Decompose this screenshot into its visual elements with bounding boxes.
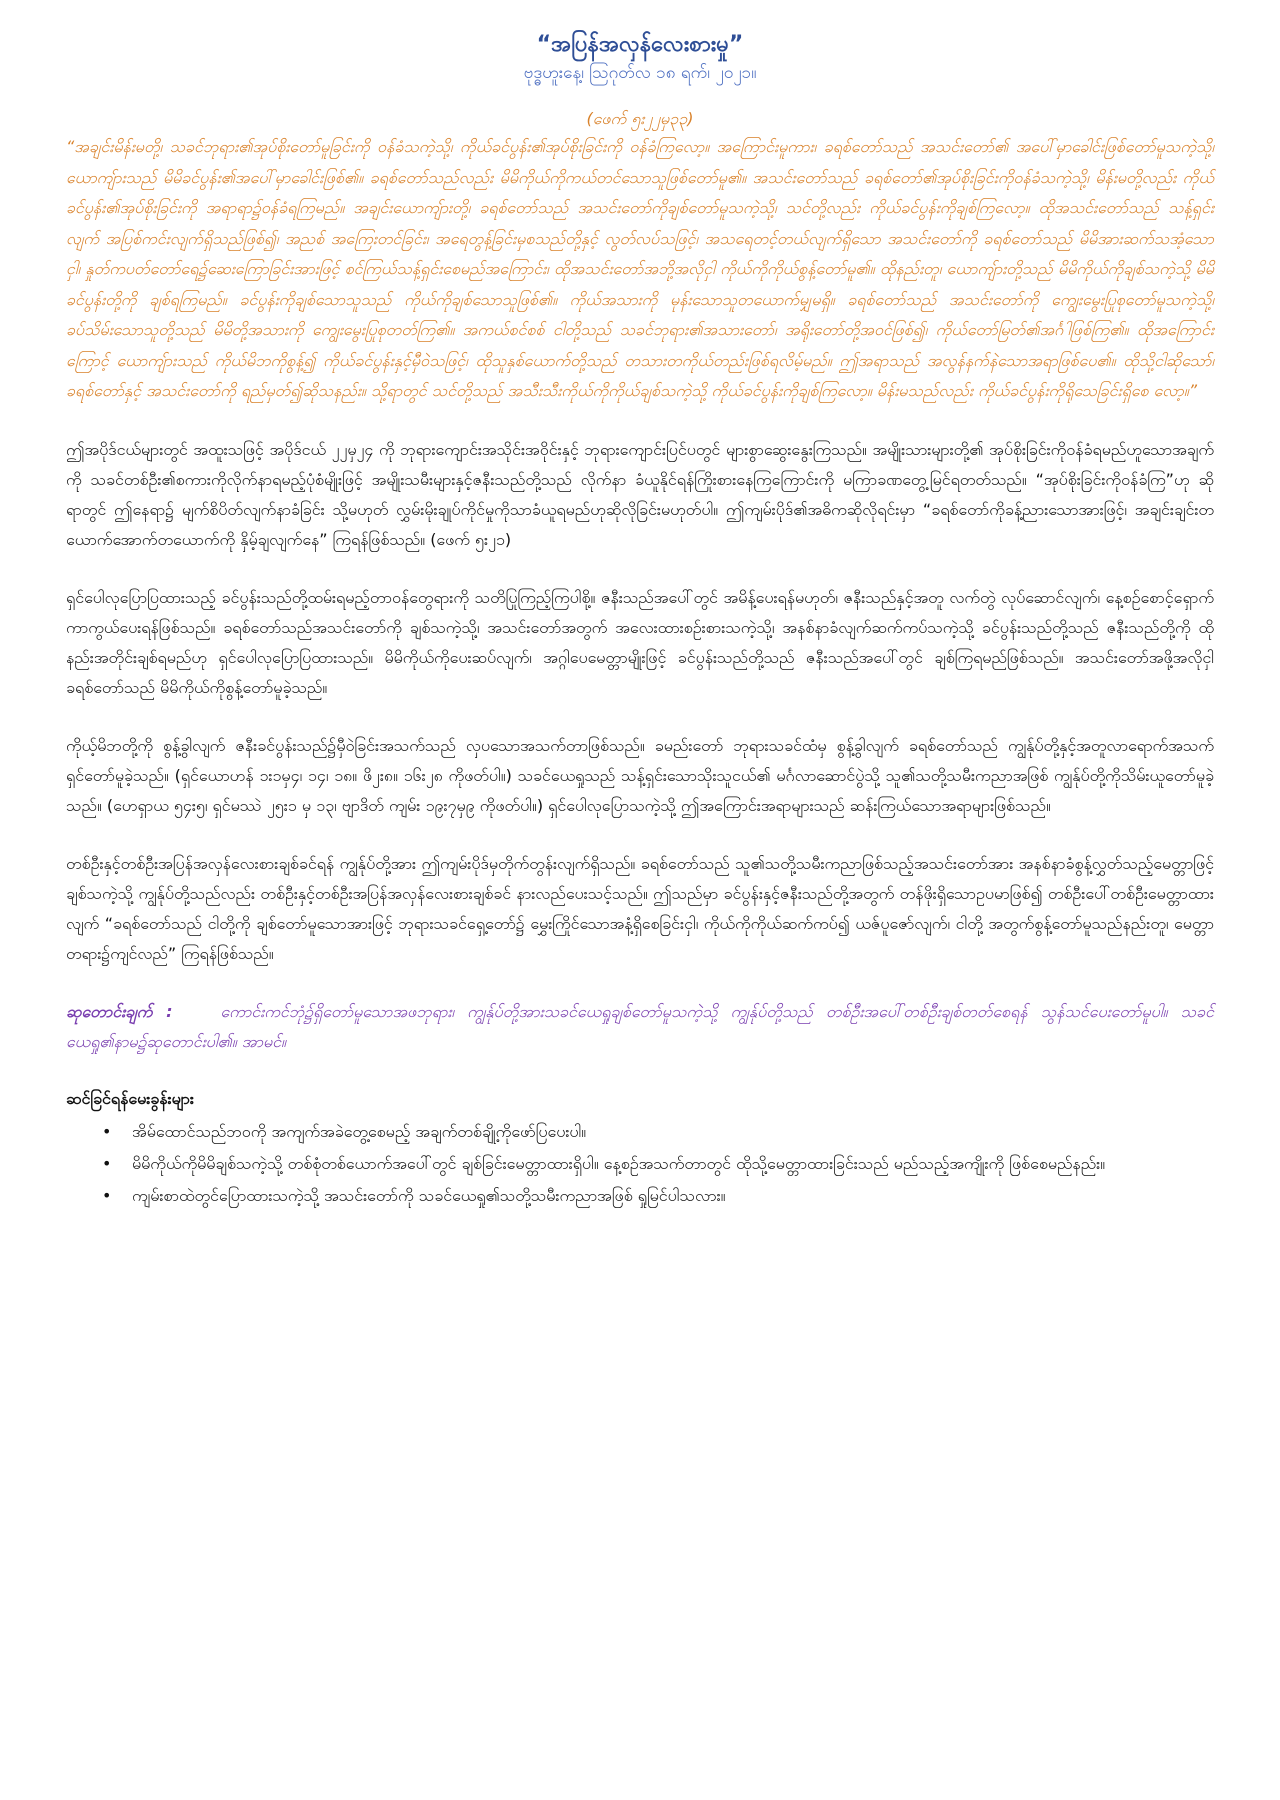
page-date: ဗုဒ္ဓဟူးနေ့၊ ဩဂုတ်လ ၁၈ ရက်၊ ၂၀၂၁။	[523, 63, 757, 83]
prayer-label: ဆုတောင်းချက် :	[66, 1001, 173, 1021]
prayer-block	[66, 997, 1214, 1057]
question-item	[66, 1149, 1214, 1179]
scripture-quote: “အချင်းမိန်းမတို့၊ သခင်ဘုရား၏အုပ်စိုးတော်မူခြင်းကို ဝန်ခံသကဲ့သို့၊ ကိုယ်ခင်ပွန်း၏အုပ်စိုးခြင်းကို ဝန်ခံကြလော့။ အကြောင်းမူကား၊ ခရစ်တော်သည် အသင်းတော်၏ အပေါ်မှာခေါင်းဖြစ်တော်မူသကဲ့သို့၊ ယောကျ်ားသည် မိမိခင်ပွန်း၏အပေါ်မှာခေါင်းဖြစ်၏။ ခရစ်တော်သည်လည်း မိမိကိုယ်ကိုကယ်တင်သောသူဖြစ်တော်မူ၏။ အသင်းတော်သည် ခရစ်တော်၏အုပ်စိုးခြင်းကိုဝန်ခံသကဲ့သို့၊ မိန်းမတို့လည်း ကိုယ်ခင်ပွန်း၏အုပ်စိုးခြင်းကို အရာရာ၌ဝန်ခံရကြမည်။ အချင်းယောကျ်ားတို့၊ ခရစ်တော်သည် အသင်းတော်ကိုချစ်တော်မူသကဲ့သို့၊ သင်တို့လည်း ကိုယ်ခင်ပွန်းကိုချစ်ကြလော့။ ထိုအသင်းတော်သည် သန့်ရှင်းလျက် အပြစ်ကင်းလျက်ရှိသည်ဖြစ်၍၊ အညစ် အကြေးတင်ခြင်း၊ အရေတွန့်ခြင်းမှစသည်တို့နှင့် လွတ်လပ်သဖြင့်၊ အသရေတင့်တယ်လျက်ရှိသော အသင်းတော်ကို ခရစ်တော်သည် မိမိအားဆက်သအံ့သောငှါ၊ နှုတ်ကပတ်တော်ရေ၌ဆေးကြောခြင်းအားဖြင့် စင်ကြယ်သန့်ရှင်းစေမည်အကြောင်း၊ ထိုအသင်းတော်အဘို့အလိုငှါ ကိုယ်ကိုကိုယ်စွန့်တော်မူ၏။ ထိုနည်းတူ၊ ယောကျ်ားတို့သည် မိမိကိုယ်ကိုချစ်သကဲ့သို့ မိမိခင်ပွန်းတို့ကို ချစ်ရကြမည်။ ခင်ပွန်းကိုချစ်သောသူသည် ကိုယ်ကိုချစ်သောသူဖြစ်၏။ ကိုယ်အသားကို မုန်းသောသူတယောက်မျှမရှိ။ ခရစ်တော်သည် အသင်းတော်ကို ကျွေးမွေးပြုစုတော်မူသကဲ့သို့၊ ခပ်သိမ်းသောသူတို့သည် မိမိတို့အသားကို ကျွေးမွေးပြုစုတတ်ကြ၏။ အကယ်စင်စစ် ငါတို့သည် သခင်ဘုရား၏အသားတော်၊ အရိုးတော်တို့အဝင်ဖြစ်၍၊ ကိုယ်တော်မြတ်၏အင်္ဂါဖြစ်ကြ၏။ ထိုအကြောင်းကြောင့် ယောကျ်ားသည် ကိုယ်မိဘကိုစွန့်၍ ကိုယ်ခင်ပွန်းနှင့်မှီဝဲသဖြင့်၊ ထိုသူနှစ်ယောက်တို့သည် တသားတကိုယ်တည်းဖြစ်ရလိမ့်မည်။ ဤအရာသည် အလွန်နက်နဲသောအရာဖြစ်ပေ၏။ ထိုသို့ငါဆိုသော်၊ ခရစ်တော်နှင့် အသင်းတော်ကို ရည်မှတ်၍ဆိုသနည်း။ သို့ရာတွင် သင်တို့သည် အသီးသီးကိုယ်ကိုကိုယ်ချစ်သကဲ့သို့ ကိုယ်ခင်ပွန်းကိုချစ်ကြလော့။ မိန်းမသည်လည်း ကိုယ်ခင်ပွန်းကိုရိုသေခြင်းရှိစေ လော့။”	[66, 137, 1214, 400]
question-item	[66, 1117, 1214, 1147]
body-paragraph-1: ဤအပိုဒ်ငယ်များတွင် အထူးသဖြင့် အပိုဒ်ငယ် ၂၂မှ၂၄ ကို ဘုရားကျောင်းအသိုင်းအဝိုင်းနှင့် ဘုရားကျောင်းပြင်ပတွင် များစွာဆွေးနွေးကြသည်။ အမျိုးသားများတို့၏ အုပ်စိုးခြင်းကိုဝန်ခံရမည်ဟူသောအချက်ကို သခင်တစ်ဦး၏စကားကိုလိုက်နာရမည့်ပုံစံမျိုးဖြင့် အမျိုးသမီးများနှင့်ဇနီးသည်တို့သည် လိုက်နာ ခံယူနိုင်ရန်ကြိုးစားနေကြကြောင်းကို မကြာခဏတွေ့မြင်ရတတ်သည်။ “အုပ်စိုးခြင်းကိုဝန်ခံကြ”ဟု ဆိုရာတွင် ဤနေရာ၌ မျက်စိပိတ်လျက်နာခံခြင်း သို့မဟုတ် လွှမ်းမိုးချုပ်ကိုင်မှုကိုသာခံယူရမည်ဟုဆိုလိုခြင်းမဟုတ်ပါ။ ဤကျမ်းပိုဒ်၏အဓိကဆိုလိုရင်းမှာ “ခရစ်တော်ကိုခန့်ညားသောအားဖြင့်၊ အချင်းချင်းတယောက်အောက်တယောက်ကို နှိမ့်ချလျက်နေ” ကြရန်ဖြစ်သည်။ (ဖေက် ၅း၂၁)	[66, 439, 1214, 549]
question-text: အိမ်ထောင်သည်ဘဝကို အကျက်အခဲတွေ့စေမည့် အချက်တစ်ချို့ကိုဖော်ပြပေးပါ။	[132, 1121, 587, 1141]
questions-heading: ဆင်ခြင်ရန်မေးခွန်းများ	[66, 1088, 194, 1108]
body-paragraph-2: ရှင်ပေါလုပြောပြထားသည့် ခင်ပွန်းသည်တို့ထမ်းရမည့်တာဝန်တွေရားကို သတိပြုကြည့်ကြပါစို့။ ဇနီးသည်အပေါ်တွင် အမိန့်ပေးရန်မဟုတ်၊ ဇနီးသည်နှင့်အတူ လက်တွဲ လုပ်ဆောင်လျက်၊ နေ့စဉ်စောင့်ရှောက်ကာကွယ်ပေးရန်ဖြစ်သည်။ ခရစ်တော်သည်အသင်းတော်ကို ချစ်သကဲ့သို့၊ အသင်းတော်အတွက် အလေးထားစဉ်းစားသကဲ့သို့၊ အနစ်နာခံလျက်ဆက်ကပ်သကဲ့သို့ ခင်ပွန်းသည်တို့သည် ဇနီးသည်တို့ကို ထိုနည်းအတိုင်းချစ်ရမည်ဟု ရှင်ပေါလုပြောပြထားသည်။ မိမိကိုယ်ကိုပေးဆပ်လျက်၊ အဂ္ဂါပေမေတ္တာမျိုးဖြင့် ခင်ပွန်းသည်တို့သည် ဇနီးသည်အပေါ်တွင် ချစ်ကြရမည်ဖြစ်သည်။ အသင်းတော်အဖို့အလိုငှါ ခရစ်တော်သည် မိမိကိုယ်ကိုစွန့်တော်မူခဲ့သည်။	[66, 587, 1214, 697]
question-item	[66, 1181, 1214, 1211]
question-text: မိမိကိုယ်ကိုမိမိချစ်သကဲ့သို့ တစ်စုံတစ်ယောက်အပေါ်တွင် ချစ်ခြင်းမေတ္တာထားရှိပါ။ နေ့စဉ်အသက်တာတွင် ထိုသို့မေတ္တာထားခြင်းသည် မည်သည့်အကျိုးကို ဖြစ်စေမည်နည်း။	[132, 1153, 1106, 1173]
body-paragraph-3: ကိုယ့်မိဘတို့ကို စွန့်ခွါလျက် ဇနီးခင်ပွန်းသည်၌မှီဝဲခြင်းအသက်သည် လှပသောအသက်တာဖြစ်သည်။ ခမည်းတော် ဘုရားသခင်ထံမှ စွန့်ခွါလျက် ခရစ်တော်သည် ကျွန်ုပ်တို့နှင့်အတူလာရောက်အသက်ရှင်တော်မူခဲ့သည်။ (ရှင်ယောဟန် ၁း၁မှ၄၊ ၁၄၊ ၁၈။ ဖိ၂း၈။ ၁၆း၂၈ ကိုဖတ်ပါ။) သခင်ယေရှုသည် သန့်ရှင်းသောသိုးသူငယ်၏ မင်္ဂလာဆောင်ပွဲသို့ သူ၏သတို့သမီးကညာအဖြစ် ကျွန်ုပ်တို့ကိုသိမ်းယူတော်မူခဲ့သည်။ (ဟေရှာယ ၅၄း၅၊ ရှင်မဿဲ ၂၅း၁ မှ ၁၃၊ ဗျာဒိတ် ကျမ်း ၁၉း၇မှ၉ ကိုဖတ်ပါ။) ရှင်ပေါလုပြောသကဲ့သို့ ဤအကြောင်းအရာများသည် ဆန်းကြယ်သောအရာများဖြစ်သည်။	[66, 735, 1214, 815]
prayer-text: ကောင်းကင်ဘုံ၌ရှိတော်မူသောအဖဘုရား၊ ကျွန်ုပ်တို့အားသခင်ယေရှုချစ်တော်မူသကဲ့သို့ ကျွန်ုပ်တို့သည် တစ်ဦးအပေါ်တစ်ဦးချစ်တတ်စေရန် သွန်သင်ပေးတော်မူပါ။ သခင်ယေရှု၏နာမ၌ဆုတောင်းပါ၏။ အာမင်။	[66, 1001, 1214, 1051]
scripture-reference: (ဖေက် ၅း၂၂မှ၃၃)	[586, 109, 694, 128]
body-paragraph-4: တစ်ဦးနှင့်တစ်ဦးအပြန်အလှန်လေးစားချစ်ခင်ရန် ကျွန်ုပ်တို့အား ဤကျမ်းပိုဒ်မှတိုက်တွန်းလျက်ရှိသည်။ ခရစ်တော်သည် သူ၏သတို့သမီးကညာဖြစ်သည့်အသင်းတော်အား အနစ်နာခံစွန့်လွှတ်သည့်မေတ္တာဖြင့် ချစ်သကဲ့သို့ ကျွန်ုပ်တို့သည်လည်း တစ်ဦးနှင့်တစ်ဦးအပြန်အလှန်လေးစားချစ်ခင် နားလည်ပေးသင့်သည်။ ဤသည်မှာ ခင်ပွန်းနှင့်ဇနီးသည်တို့အတွက် တန်ဖိုးရှိသောဥပမာဖြစ်၍ တစ်ဦးပေါ်တစ်ဦးမေတ္တာထားလျက် “ခရစ်တော်သည် ငါတို့ကို ချစ်တော်မူသောအားဖြင့် ဘုရားသခင်ရှေ့တော်၌ မွှေးကြိုင်သောအနံ့ရှိစေခြင်းငှါ၊ ကိုယ်ကိုကိုယ်ဆက်ကပ်၍ ယဇ်ပူဇော်လျက်၊ ငါတို့ အတွက်စွန့်တော်မူသည်နည်းတူ၊ မေတ္တာတရား၌ကျင်လည်” ကြရန်ဖြစ်သည်။	[66, 853, 1214, 963]
bullet-icon: •	[102, 1153, 112, 1173]
question-text: ကျမ်းစာထဲတွင်ပြောထားသကဲ့သို့ အသင်းတော်ကို သခင်ယေရှု၏သတို့သမီးကညာအဖြစ် ရှုမြင်ပါသလား။	[132, 1185, 726, 1205]
questions-list	[66, 1117, 1214, 1211]
bullet-icon: •	[102, 1121, 112, 1141]
page-title: “အပြန်အလှန်လေးစားမှု”	[536, 32, 744, 57]
bullet-icon: •	[102, 1185, 112, 1205]
